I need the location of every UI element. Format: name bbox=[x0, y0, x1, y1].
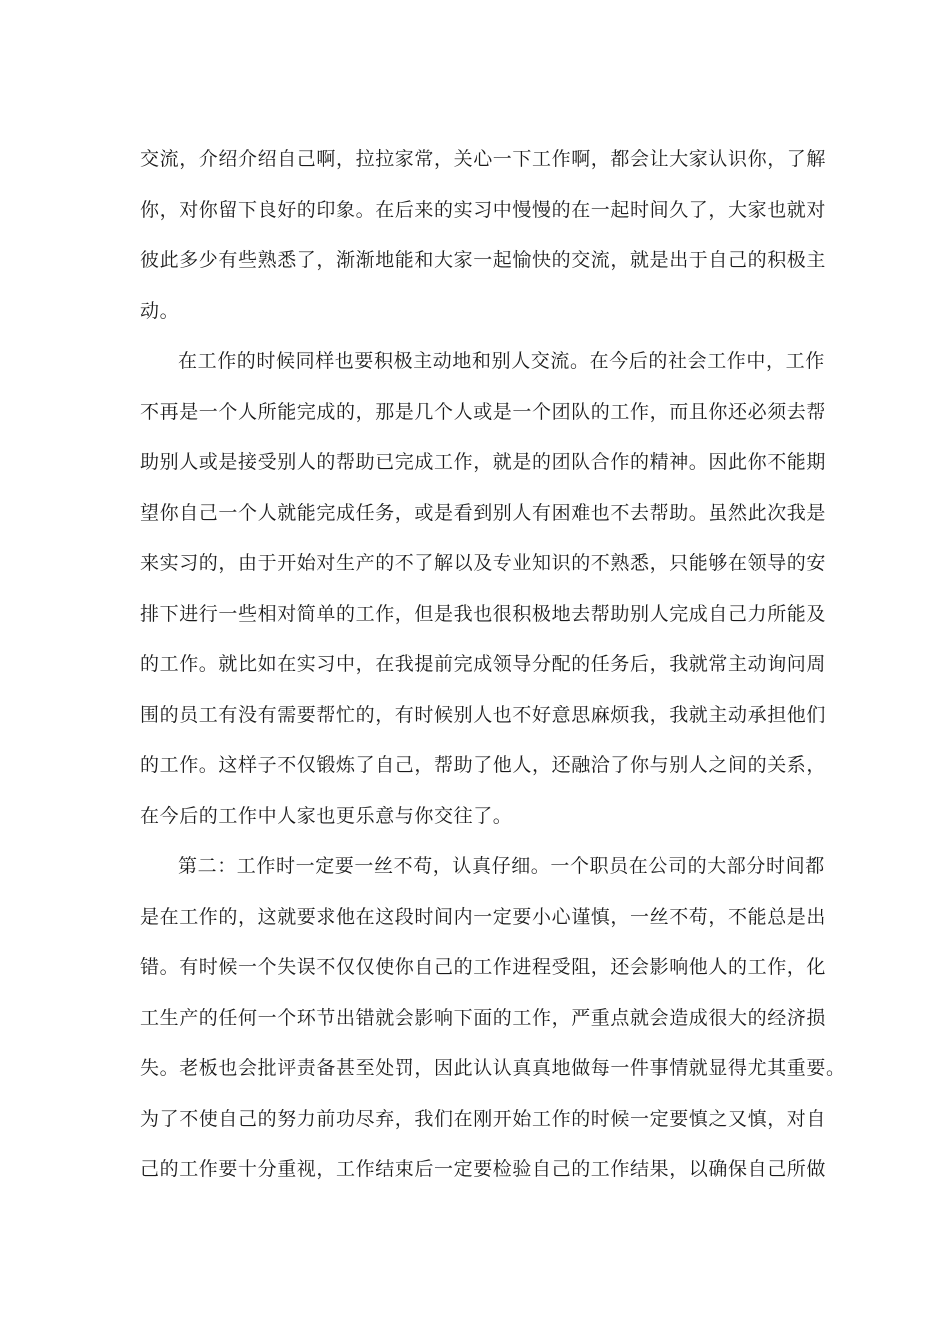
text-line: 错。有时候一个失误不仅仅使你自己的工作进程受阻，还会影响他人的工作，化 bbox=[140, 956, 827, 978]
text-line: 失。老板也会批评责备甚至处罚，因此认认真真地做每一件事情就显得尤其重要。 bbox=[140, 1057, 846, 1079]
text-line: 来实习的，由于开始对生产的不了解以及专业知识的不熟悉，只能够在领导的安 bbox=[140, 552, 827, 574]
text-line: 是在工作的，这就要求他在这段时间内一定要小心谨慎，一丝不苟，不能总是出 bbox=[140, 905, 827, 928]
text-line: 的工作。这样子不仅锻炼了自己，帮助了他人，还融洽了你与别人之间的关系， bbox=[140, 754, 827, 776]
text-line: 工生产的任何一个环节出错就会影响下面的工作，严重点就会造成很大的经济损 bbox=[140, 1006, 827, 1029]
text-line: 彼此多少有些熟悉了，渐渐地能和大家一起愉快的交流，就是出于自己的积极主 bbox=[140, 249, 827, 271]
paragraph-first-line: 在工作的时候同样也要积极主动地和别人交流。在今后的社会工作中，工作 bbox=[178, 350, 825, 372]
text-line: 助别人或是接受别人的帮助已完成工作，就是的团队合作的精神。因此你不能期 bbox=[140, 451, 827, 473]
body-text bbox=[140, 134, 846, 1195]
text-line: 望你自己一个人就能完成任务，或是看到别人有困难也不去帮助。虽然此次我是 bbox=[140, 501, 827, 524]
text-line: 你，对你留下良好的印象。在后来的实习中慢慢的在一起时间久了，大家也就对 bbox=[140, 198, 827, 221]
text-line: 己的工作要十分重视，工作结束后一定要检验自己的工作结果，以确保自己所做 bbox=[140, 1158, 827, 1180]
text-line: 的工作。就比如在实习中，在我提前完成领导分配的任务后，我就常主动询问周 bbox=[140, 653, 827, 675]
text-line: 在今后的工作中人家也更乐意与你交往了。 bbox=[140, 804, 513, 827]
text-line: 为了不使自己的努力前功尽弃，我们在刚开始工作的时候一定要慎之又慎，对自 bbox=[140, 1107, 827, 1130]
text-line: 交流，介绍介绍自己啊，拉拉家常，关心一下工作啊，都会让大家认识你，了解 bbox=[140, 148, 827, 170]
paragraph-first-line: 第二：工作时一定要一丝不苟，认真仔细。一个职员在公司的大部分时间都 bbox=[178, 855, 825, 877]
text-line: 围的员工有没有需要帮忙的，有时候别人也不好意思麻烦我，我就主动承担他们 bbox=[140, 703, 827, 726]
text-line: 排下进行一些相对简单的工作，但是我也很积极地去帮助别人完成自己力所能及 bbox=[140, 602, 827, 625]
text-line: 不再是一个人所能完成的，那是几个人或是一个团队的工作，而且你还必须去帮 bbox=[140, 400, 827, 423]
text-line: 动。 bbox=[140, 299, 180, 322]
